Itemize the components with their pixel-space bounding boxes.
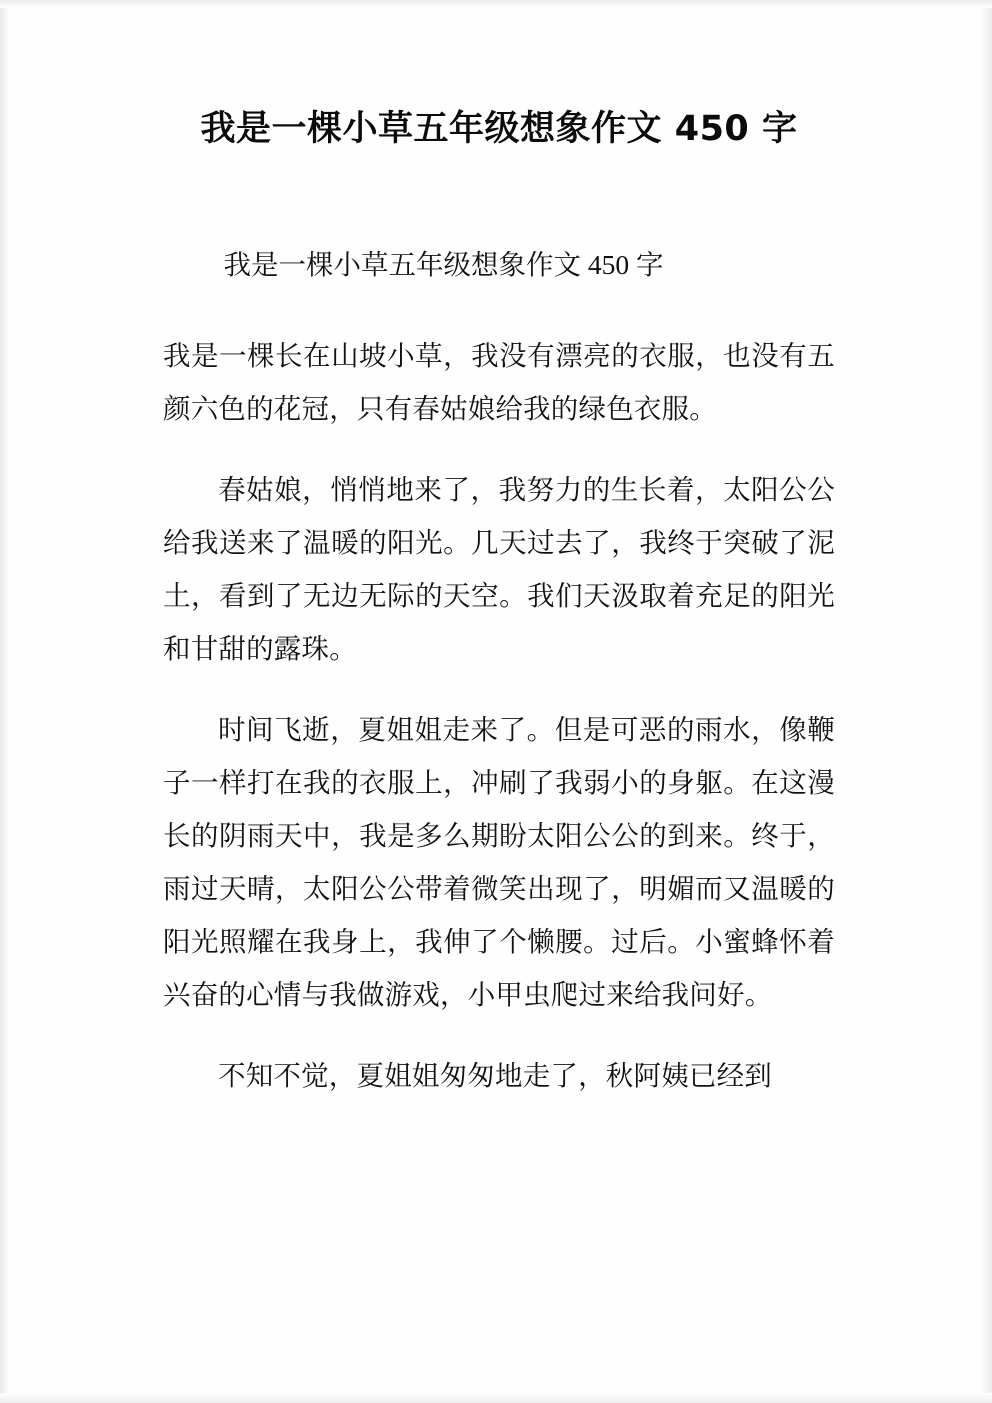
page-title: 我是一棵小草五年级想象作文 450 字	[200, 109, 798, 149]
document-subtitle: 我是一棵小草五年级想象作文 450 字	[223, 248, 664, 280]
document-body	[163, 238, 835, 1102]
paragraph-3: 时间飞逝，夏姐姐走来了。但是可恶的雨水，像鞭子一样打在我的衣服上，冲刷了我弱小的身躯。在这漫长的阴雨天中，我是多么期盼太阳公公的到来。终于，雨过天晴，太阳公公带着微笑出现了，明媚而又温暖的阳光照耀在我身上，我伸了个懒腰。过后。小蜜蜂怀着兴奋的心情与我做游戏，小甲虫爬过来给我问好。	[163, 713, 835, 1010]
page-edge-left	[0, 0, 10, 1403]
page-edge-right	[980, 0, 992, 1403]
paragraph-1: 我是一棵长在山坡小草，我没有漂亮的衣服，也没有五颜六色的花冠，只有春姑娘给我的绿色衣服。	[163, 339, 835, 424]
paragraph-4: 不知不觉，夏姐姐匆匆地走了，秋阿姨已经到	[218, 1059, 772, 1091]
paragraph-2: 春姑娘，悄悄地来了，我努力的生长着，太阳公公给我送来了温暖的阳光。几天过去了，我终于突破了泥土，看到了无边无际的天空。我们天汲取着充足的阳光和甘甜的露珠。	[163, 473, 835, 664]
document-content	[163, 0, 835, 1403]
